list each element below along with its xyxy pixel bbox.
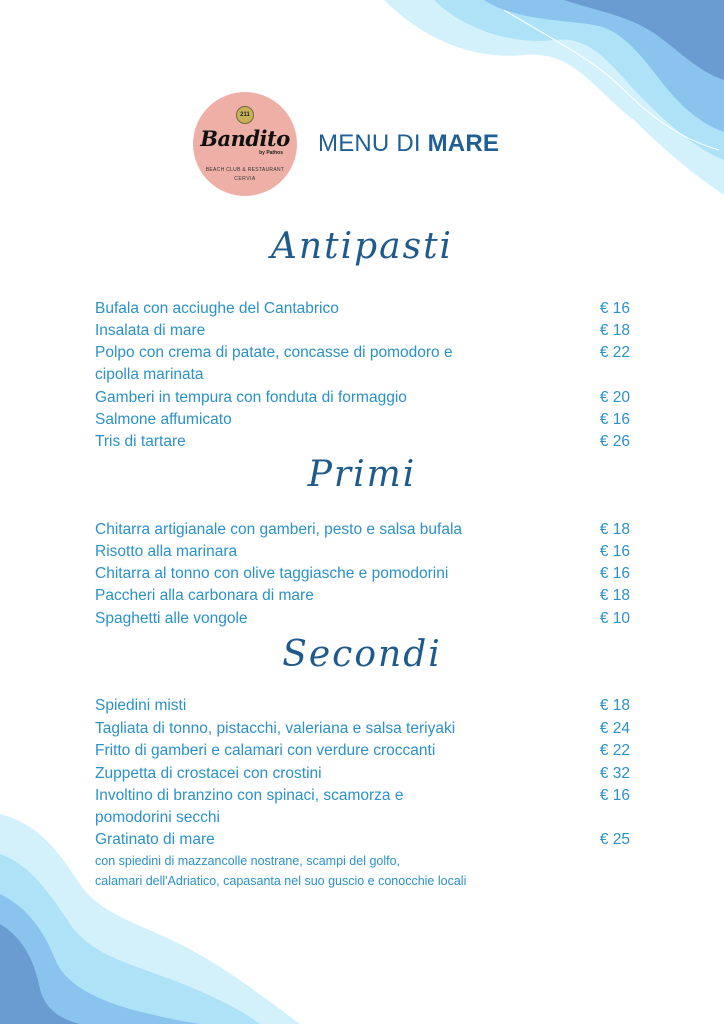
logo-location: CERVIA: [234, 176, 256, 182]
logo-badge: 211: [236, 106, 254, 124]
section-title-primi: Primi: [307, 454, 417, 495]
menu-item-name: Spiedini misti: [95, 697, 187, 714]
menu-item-price: € 10: [599, 610, 630, 627]
logo-name: Bandito: [200, 126, 290, 151]
menu-title-light: MENU DI: [318, 130, 428, 157]
menu-item-name: Bufala con acciughe del Cantabrico: [95, 300, 339, 317]
menu-item-price: € 22: [599, 344, 630, 361]
menu-item-price: € 26: [599, 433, 630, 450]
menu-item-price: € 24: [599, 720, 630, 737]
menu-item-price: € 22: [599, 742, 630, 759]
menu-item-name: Zuppetta di crostacei con crostini: [95, 765, 322, 782]
menu-title-bold: MARE: [427, 130, 500, 157]
menu-item-name: Tagliata di tonno, pistacchi, valeriana e salsa teriyaki: [95, 720, 456, 737]
menu-item-name: Chitarra artigianale con gamberi, pesto e salsa bufala: [95, 521, 463, 538]
menu-item-name: Polpo con crema di patate, concasse di pomodoro e cipolla marinata: [95, 344, 453, 383]
menu-item-price: € 18: [599, 697, 630, 714]
section-title-secondi: Secondi: [282, 634, 442, 675]
menu-item-price: € 25: [599, 831, 630, 848]
menu-item-name: Gratinato di mare: [95, 831, 215, 848]
menu-item-name: Insalata di mare: [95, 322, 206, 339]
menu-item-name: Paccheri alla carbonara di mare: [95, 587, 314, 604]
menu-item-name: Salmone affumicato: [95, 411, 232, 428]
menu-item-price: € 18: [599, 587, 630, 604]
menu-title: [318, 130, 499, 158]
menu-item-name: Tris di tartare: [95, 433, 186, 450]
item-description: calamari dell'Adriatico, capasanta nel suo guscio e conocchie locali: [95, 874, 467, 888]
menu-item-name: Risotto alla marinara: [95, 543, 238, 560]
menu-item-price: € 16: [599, 300, 630, 317]
menu-item-name: Involtino di branzino con spinaci, scamorza e pomodorini secchi: [95, 787, 404, 826]
menu-item-name: Gamberi in tempura con fonduta di formaggio: [95, 389, 407, 406]
menu-item-price: € 18: [599, 322, 630, 339]
item-description: con spiedini di mazzancolle nostrane, scampi del golfo,: [95, 854, 401, 868]
menu-item-price: € 16: [599, 787, 630, 804]
logo-subtitle: BEACH CLUB & RESTAURANT: [205, 167, 285, 173]
menu-item-price: € 16: [599, 543, 630, 560]
menu-item-price: € 20: [599, 389, 630, 406]
menu-item-price: € 16: [599, 411, 630, 428]
menu-item-name: Chitarra al tonno con olive taggiasche e pomodorini: [95, 565, 449, 582]
top-wave-decoration: [364, 0, 724, 200]
menu-item-price: € 18: [599, 521, 630, 538]
logo-by-line: by Pathos: [259, 150, 283, 156]
menu-item-price: € 16: [599, 565, 630, 582]
menu-item-price: € 32: [599, 765, 630, 782]
restaurant-logo: [193, 92, 297, 196]
section-title-antipasti: Antipasti: [270, 226, 454, 267]
menu-item-name: Fritto di gamberi e calamari con verdure croccanti: [95, 742, 436, 759]
menu-item-name: Spaghetti alle vongole: [95, 610, 248, 627]
